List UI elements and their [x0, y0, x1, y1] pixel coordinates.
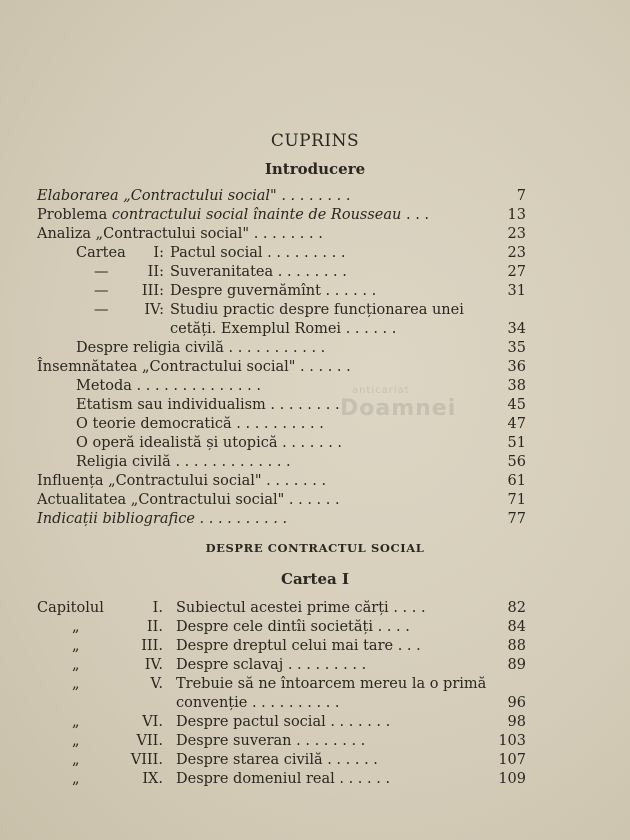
- chapter-page: 103: [498, 733, 526, 749]
- toc-entry: [0, 377, 630, 395]
- toc-entry-page: 13: [507, 207, 526, 223]
- toc-entry-text: Indicații bibliografice . . . . . . . . . .: [37, 511, 288, 527]
- cartea-number: II:: [147, 264, 164, 280]
- chapter-title: Subiectul acestei prime cărți . . . .: [176, 600, 426, 616]
- chapter-title: Despre sclavaj . . . . . . . . .: [176, 657, 367, 673]
- toc-entry-text: Pactul social . . . . . . . . .: [170, 245, 346, 261]
- chapter-title: Trebuie să ne întoarcem mereu la o primă: [176, 676, 487, 692]
- ditto-mark: „: [72, 752, 80, 768]
- toc-entry-text: Influența „Contractului social" . . . . . . .: [37, 473, 327, 489]
- toc-entry-page: 31: [507, 283, 526, 299]
- toc-entry-page: 35: [507, 340, 526, 356]
- ditto-mark: „: [72, 657, 80, 673]
- chapter-label: Capitolul: [37, 600, 104, 616]
- chapter-entry: [0, 656, 630, 674]
- toc-entry: [0, 510, 630, 528]
- ditto-mark: „: [72, 771, 80, 787]
- toc-title: CUPRINS: [270, 131, 360, 151]
- cartea-label: Cartea: [76, 245, 126, 261]
- toc-entry: [0, 282, 630, 300]
- chapter-page: 98: [507, 714, 526, 730]
- chapter-title: convenție . . . . . . . . . .: [176, 695, 340, 711]
- toc-entry-page: 47: [507, 416, 526, 432]
- toc-entry-text: Însemnătatea „Contractului social" . . . . . .: [37, 359, 351, 375]
- ditto-mark: „: [72, 714, 80, 730]
- toc-entry-text: Problema contractului social înainte de Rousseau . . .: [37, 207, 430, 223]
- cartea-number: IV:: [144, 302, 164, 318]
- toc-entry-text: Studiu practic despre funcționarea unei: [170, 302, 464, 318]
- toc-entry: [0, 225, 630, 243]
- toc-entry-text: Actualitatea „Contractului social" . . . . . .: [37, 492, 340, 508]
- ditto-mark: „: [72, 676, 80, 692]
- toc-entry: [0, 491, 630, 509]
- chapter-title: Despre starea civilă . . . . . .: [176, 752, 378, 768]
- chapter-entry: [0, 599, 630, 617]
- toc-entry-page: 77: [507, 511, 526, 527]
- toc-entry-text: cetăți. Exemplul Romei . . . . . .: [170, 321, 397, 337]
- chapter-entry: [0, 637, 630, 655]
- toc-entry: [0, 206, 630, 224]
- toc-entry-page: 51: [507, 435, 526, 451]
- toc-entry-text: O operă idealistă și utopică . . . . . . .: [76, 435, 343, 451]
- toc-entry-page: 27: [507, 264, 526, 280]
- toc-entry-text: Despre guvernămînt . . . . . .: [170, 283, 377, 299]
- toc-entry-text: Despre religia civilă . . . . . . . . . . .: [76, 340, 326, 356]
- chapter-number: VII.: [136, 733, 163, 749]
- toc-entry: [0, 453, 630, 471]
- toc-entry-page: 71: [507, 492, 526, 508]
- chapter-page: 84: [507, 619, 526, 635]
- chapter-entry: [0, 694, 630, 712]
- toc-entry-page: 34: [507, 321, 526, 337]
- ditto-mark: „: [72, 619, 80, 635]
- chapter-title: Despre dreptul celui mai tare . . .: [176, 638, 421, 654]
- toc-entry-text: Metoda . . . . . . . . . . . . . .: [76, 378, 261, 394]
- chapter-entry: [0, 732, 630, 750]
- chapter-entry: [0, 618, 630, 636]
- toc-entry: [0, 434, 630, 452]
- dash-marker: —: [94, 264, 109, 280]
- ditto-mark: „: [72, 733, 80, 749]
- toc-entry-text: Analiza „Contractului social" . . . . . . . .: [37, 226, 323, 242]
- toc-entry: [0, 320, 630, 338]
- chapter-entry: [0, 770, 630, 788]
- dash-marker: —: [94, 283, 109, 299]
- dash-marker: —: [94, 302, 109, 318]
- toc-entry-page: 38: [507, 378, 526, 394]
- cartea-number: III:: [141, 283, 164, 299]
- toc-entry: [0, 358, 630, 376]
- toc-entry: [0, 301, 630, 319]
- chapter-entry: [0, 675, 630, 693]
- toc-entry-page: 23: [507, 226, 526, 242]
- toc-entry-page: 7: [516, 188, 526, 204]
- toc-entry: [0, 415, 630, 433]
- chapter-page: 82: [507, 600, 526, 616]
- chapter-entry: [0, 751, 630, 769]
- chapter-title: Despre suveran . . . . . . . .: [176, 733, 366, 749]
- section-subtitle: Cartea I: [281, 570, 349, 588]
- chapter-page: 109: [498, 771, 526, 787]
- chapter-number: III.: [141, 638, 163, 654]
- chapter-number: V.: [150, 676, 163, 692]
- chapter-title: Despre cele dintîi societăți . . . .: [176, 619, 410, 635]
- chapter-page: 88: [507, 638, 526, 654]
- toc-entry: [0, 472, 630, 490]
- toc-entry-text: Etatism sau individualism . . . . . . . .: [76, 397, 340, 413]
- chapter-number: IV.: [144, 657, 163, 673]
- toc-entry-text: Elaborarea „Contractului social" . . . . . . . .: [37, 188, 351, 204]
- watermark: anticariat Doamnei: [340, 385, 457, 421]
- chapter-page: 89: [507, 657, 526, 673]
- chapter-title: Despre domeniul real . . . . . .: [176, 771, 391, 787]
- toc-entry-page: 23: [507, 245, 526, 261]
- toc-entry: [0, 396, 630, 414]
- toc-entry-text: Suveranitatea . . . . . . . .: [170, 264, 347, 280]
- toc-entry-text: Religia civilă . . . . . . . . . . . . .: [76, 454, 291, 470]
- chapter-number: I.: [152, 600, 163, 616]
- toc-entry-page: 56: [507, 454, 526, 470]
- chapter-number: II.: [146, 619, 163, 635]
- toc-entry-text: O teorie democratică . . . . . . . . . .: [76, 416, 324, 432]
- ditto-mark: „: [72, 638, 80, 654]
- toc-entry: [0, 244, 630, 262]
- toc-entry: [0, 263, 630, 281]
- chapter-number: VI.: [142, 714, 163, 730]
- chapter-title: Despre pactul social . . . . . . .: [176, 714, 391, 730]
- toc-entry-page: 36: [507, 359, 526, 375]
- section-title: DESPRE CONTRACTUL SOCIAL: [205, 541, 425, 555]
- cartea-number: I:: [153, 245, 164, 261]
- chapter-number: IX.: [142, 771, 163, 787]
- chapter-entry: [0, 713, 630, 731]
- toc-entry: [0, 339, 630, 357]
- chapter-page: 107: [498, 752, 526, 768]
- chapter-number: VIII.: [130, 752, 163, 768]
- toc-entry-page: 61: [507, 473, 526, 489]
- chapter-page: 96: [507, 695, 526, 711]
- toc-entry-page: 45: [507, 397, 526, 413]
- toc-subtitle: Introducere: [264, 160, 366, 178]
- toc-entry: [0, 187, 630, 205]
